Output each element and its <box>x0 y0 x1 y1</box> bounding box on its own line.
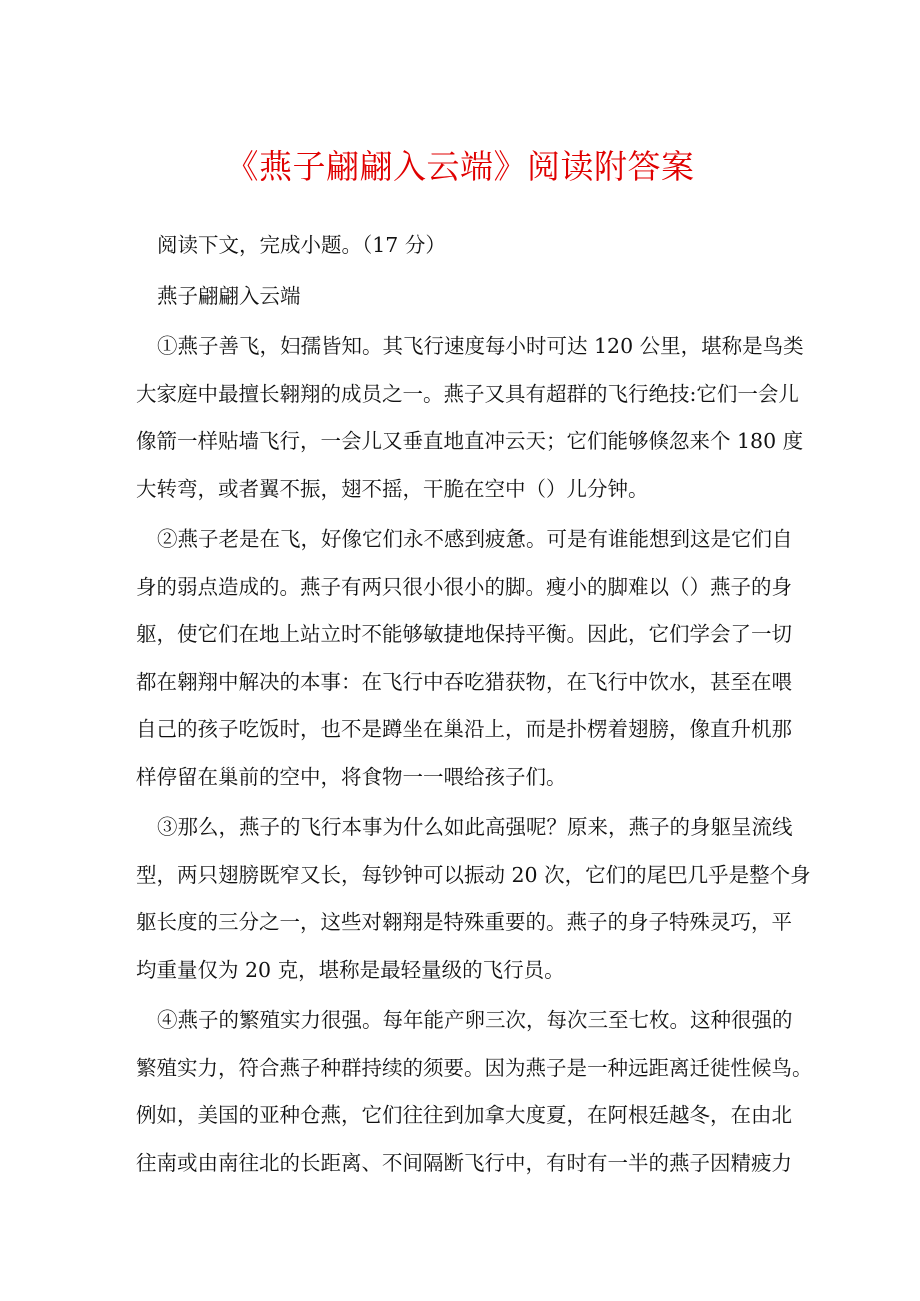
paragraph-4 <box>136 997 813 1187</box>
document-body <box>136 222 813 1187</box>
paragraph-line: 自己的孩子吃饭时，也不是蹲坐在巢沿上，而是扑楞着翅膀，像直升机那 <box>136 717 792 741</box>
paragraph-2 <box>136 516 796 801</box>
passage-title: 燕子翩翩入云端 <box>157 283 301 308</box>
document-title: 《燕子翩翩入云端》阅读附答案 <box>225 147 695 186</box>
paragraph-line: 型，两只翅膀既窄又长，每钞钟可以振动 20 次，它们的尾巴几乎是整个身 <box>136 862 811 887</box>
paragraph-line: 往南或由南往北的长距离、不间隔断飞行中，有时有一半的燕子因精疲力 <box>136 1150 792 1175</box>
paragraph-line: 例如，美国的亚种仓燕，它们往往到加拿大度夏，在阿根廷越冬，在由北 <box>136 1103 792 1127</box>
instruction-text: 阅读下文，完成小题。（17 分） <box>157 233 446 257</box>
paragraph-1 <box>136 323 804 513</box>
paragraph-3 <box>136 804 811 994</box>
paragraph-line: 躯，使它们在地上站立时不能够敏捷地保持平衡。因此，它们学会了一切 <box>136 622 792 646</box>
paragraph-line: 均重量仅为 20 克，堪称是最轻量级的飞行员。 <box>136 957 565 982</box>
paragraph-line: 身的弱点造成的。燕子有两只很小很小的脚。瘦小的脚难以（）燕子的身 <box>136 574 792 599</box>
paragraph-line: 繁殖实力，符合燕子种群持续的须要。因为燕子是一种远距离迁徙性候鸟。 <box>136 1055 813 1080</box>
paragraph-line: 都在翱翔中解决的本事：在飞行中吞吃猎获物，在飞行中饮水，甚至在喂 <box>136 669 792 694</box>
paragraph-line: ③那么，燕子的飞行本事为什么如此高强呢？原来，燕子的身躯呈流线 <box>157 815 793 839</box>
paragraph-line: ④燕子的繁殖实力很强。每年能产卵三次，每次三至七枚。这种很强的 <box>157 1008 793 1032</box>
paragraph-line: 大家庭中最擅长翱翔的成员之一。燕子又具有超群的飞行绝技:它们一会儿 <box>136 381 799 406</box>
paragraph-line: ①燕子善飞，妇孺皆知。其飞行速度每小时可达 120 公里，堪称是鸟类 <box>157 334 804 358</box>
paragraph-line: ②燕子老是在飞，好像它们永不感到疲惫。可是有谁能想到这是它们自 <box>157 527 793 551</box>
paragraph-line: 大转弯，或者翼不振，翅不摇，干脆在空中（）儿分钟。 <box>136 476 649 501</box>
paragraph-line: 躯长度的三分之一，这些对翱翔是特殊重要的。燕子的身子特殊灵巧，平 <box>136 910 792 934</box>
paragraph-line: 样停留在巢前的空中，将食物一一喂给孩子们。 <box>136 764 567 789</box>
paragraph-line: 像箭一样贴墙飞行，一会儿又垂直地直冲云天；它们能够倏忽来个 180 度 <box>136 429 804 453</box>
